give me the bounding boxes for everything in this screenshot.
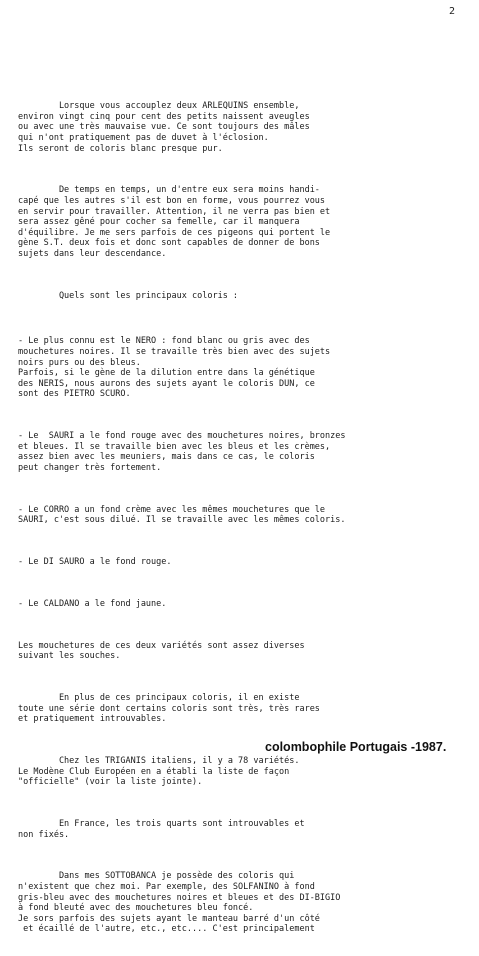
paragraph-sottobanca: Dans mes SOTTOBANCA je possède des coloris qui n'existent que chez moi. Par exemple, des SOLFANINO à fond gris-bleu avec des mouchetures noires et bleues et des DI-BIGIO à fond bleuté avec des mouchetures bleu foncé. Je sors parfois des sujets ayant le manteau barré d'un côté et écaillé de l'autre, etc., etc.... C'est principalement — [18, 871, 341, 935]
paragraph-mouchetures: Les mouchetures de ces deux variétés sont assez diverses suivant les souches. — [18, 640, 305, 662]
paragraph-triganis: Chez les TRIGANIS italiens, il y a 78 variétés. Le Modène Club Européen en a établi la liste de façon "officielle" (voir la liste jointe). — [18, 756, 300, 788]
paragraph-corro: - Le CORRO a un fond crème avec les mêmes mouchetures que le SAURI, c'est sous dilué. Il se travaille avec les mêmes coloris. — [18, 504, 346, 526]
footer-source: colombophile Portugais -1987. — [265, 740, 447, 754]
paragraph-di-sauro: - Le DI SAURO a le fond rouge. — [18, 557, 172, 568]
paragraph-nero: - Le plus connu est le NERO : fond blanc ou gris avec des mouchetures noires. Il se travaille très bien avec des sujets noirs purs ou des bleus. Parfois, si le gène de la dilution entre dans la génétique des NERIS, nous aurons des sujets ayant le coloris DUN, ce sont des PIETRO SCURO. — [18, 336, 331, 400]
page-number: 2 — [448, 6, 455, 17]
paragraph-arlequins: Lorsque vous accouplez deux ARLEQUINS ensemble, environ vingt cinq pour cent des petits naissent aveugles ou avec une très mauvaise vue. Ce sont toujours des mâles qui n'ont pratiquement pas de duvet à l'éclosion. Ils seront de coloris blanc presque pur. — [18, 101, 310, 154]
paragraph-question-coloris: Quels sont les principaux coloris : — [18, 290, 239, 301]
paragraph-sauri: - Le SAURI a le fond rouge avec des mouchetures noires, bronzes et bleues. Il se travaille bien avec les bleus et les crèmes, assez bien avec les meuniers, mais dans ce cas, le coloris peut changer très fortement. — [18, 431, 346, 473]
paragraph-caldano: - Le CALDANO a le fond jaune. — [18, 598, 167, 609]
paragraph-handicape: De temps en temps, un d'entre eux sera moins handi- capé que les autres s'il est bon en forme, vous pourrez vous en servir pour travailler. Attention, il ne verra pas bien et sera assez gêné pour cocher sa femelle, car il manquera d'équilibre. Je me sers parfois de ces pigeons qui portent le gène S.T. deux fois et donc sont capables de donner de bons sujets dans leur descendance. — [18, 185, 331, 259]
paragraph-autres-coloris: En plus de ces principaux coloris, il en existe toute une série dont certains coloris sont très, très rares et pratiquement introuvables. — [18, 693, 320, 725]
paragraph-france: En France, les trois quarts sont introuvables et non fixés. — [18, 819, 305, 840]
document-body — [18, 80, 468, 956]
